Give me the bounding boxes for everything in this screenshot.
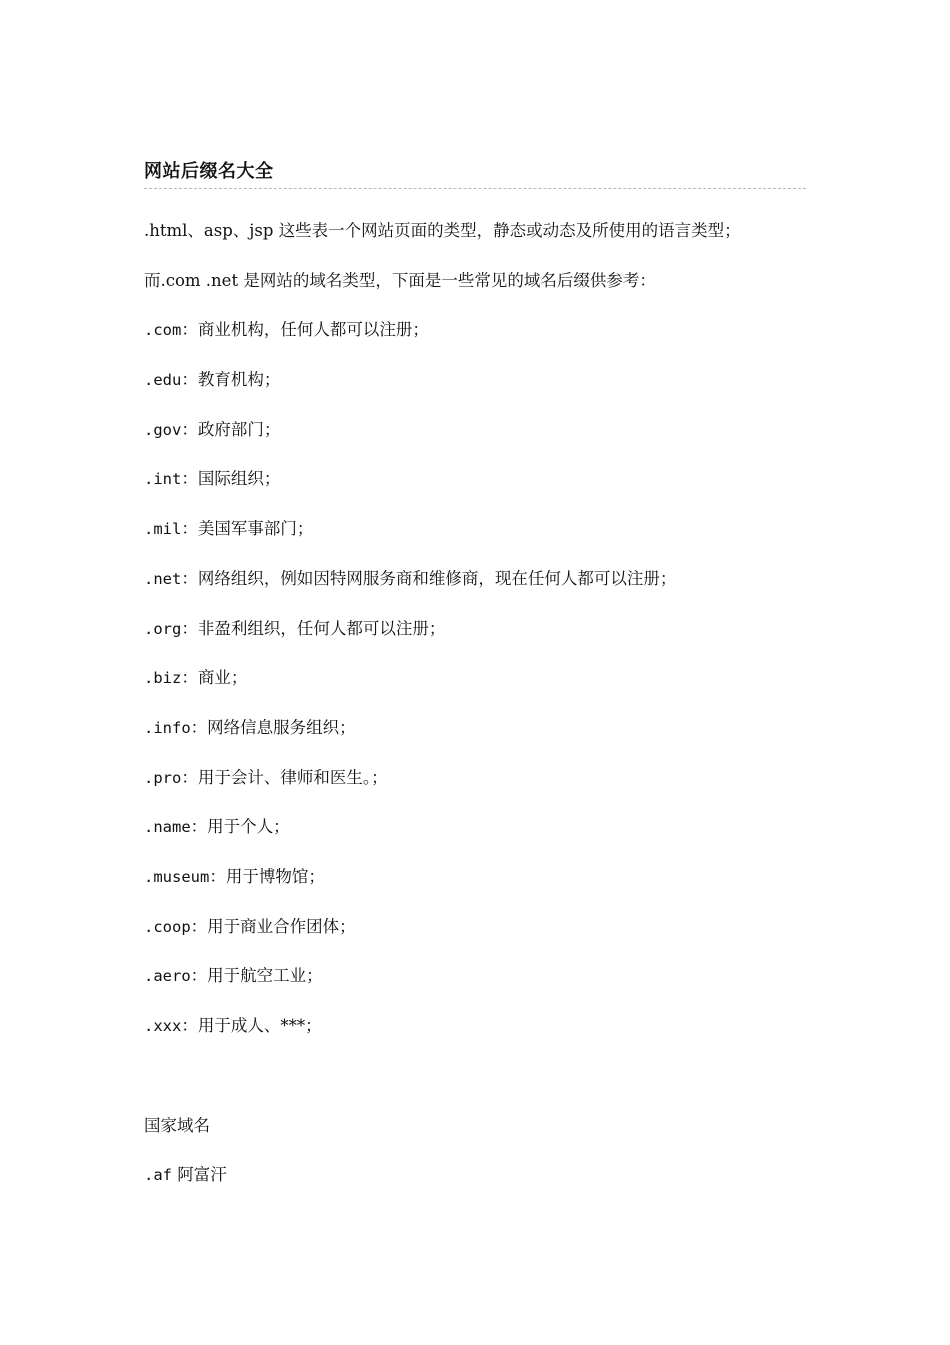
suffix-desc: ：用于成人、***； <box>181 1016 322 1035</box>
suffix-code: .com <box>144 321 182 340</box>
suffix-desc: ：网络组织，例如因特网服务商和维修商，现在任何人都可以注册； <box>181 568 677 588</box>
suffix-code: .coop <box>144 917 191 936</box>
list-item <box>144 418 806 442</box>
suffix-code: .museum <box>144 867 210 886</box>
section-heading: 国家域名 <box>144 1115 210 1135</box>
list-item <box>144 1163 806 1187</box>
suffix-code: .org <box>144 619 182 638</box>
suffix-code: .aero <box>144 967 191 986</box>
suffix-code: .name <box>144 818 191 837</box>
suffix-desc: ：用于航空工业； <box>190 966 323 986</box>
suffix-code: .net <box>144 569 182 588</box>
suffix-code: .biz <box>144 669 182 688</box>
list-item <box>144 716 806 740</box>
list-item <box>144 617 806 641</box>
section-spacer <box>144 1064 806 1114</box>
suffix-desc: ：教育机构； <box>181 370 281 390</box>
suffix-desc: ：用于会计、律师和医生。； <box>181 767 388 787</box>
country-desc: 阿富汗 <box>172 1165 227 1185</box>
intro-line-2: 而.com .net 是网站的域名类型，下面是一些常见的域名后缀供参考： <box>144 270 656 290</box>
suffix-desc: ：非盈利组织，任何人都可以注册； <box>181 618 446 638</box>
list-item <box>144 815 806 839</box>
list-item <box>144 964 806 988</box>
suffix-desc: ：国际组织； <box>181 469 281 489</box>
suffix-desc: ：用于商业合作团体； <box>190 916 356 936</box>
list-item <box>144 915 806 939</box>
list-item <box>144 865 806 889</box>
list-item <box>144 517 806 541</box>
suffix-desc: ：用于个人； <box>190 817 290 837</box>
suffix-desc: ：商业； <box>181 668 248 688</box>
suffix-desc: ：政府部门； <box>181 419 281 439</box>
suffix-code: .edu <box>144 371 182 390</box>
suffix-code: .int <box>144 470 182 489</box>
suffix-code: .pro <box>144 768 182 787</box>
country-code: .af <box>144 1166 172 1185</box>
list-item <box>144 318 806 342</box>
list-item <box>144 766 806 790</box>
document-body <box>144 219 806 1187</box>
suffix-code: .mil <box>144 520 182 539</box>
suffix-code: .xxx <box>144 1017 182 1035</box>
document-page <box>144 158 806 1213</box>
list-item <box>144 368 806 392</box>
list-item <box>144 567 806 591</box>
suffix-code: .gov <box>144 420 182 439</box>
suffix-desc: ：美国军事部门； <box>181 519 314 539</box>
list-item <box>144 467 806 491</box>
list-item <box>144 1014 806 1038</box>
suffix-desc: ：网络信息服务组织； <box>190 717 356 737</box>
page-title: 网站后缀名大全 <box>144 158 806 189</box>
suffix-desc: ：用于博物馆； <box>209 866 325 886</box>
intro-line-1: .html、asp、jsp 这些表一个网站页面的类型，静态或动态及所使用的语言类型； <box>144 221 741 240</box>
suffix-desc: ：商业机构，任何人都可以注册； <box>181 320 429 340</box>
suffix-code: .info <box>144 718 191 737</box>
list-item <box>144 666 806 690</box>
